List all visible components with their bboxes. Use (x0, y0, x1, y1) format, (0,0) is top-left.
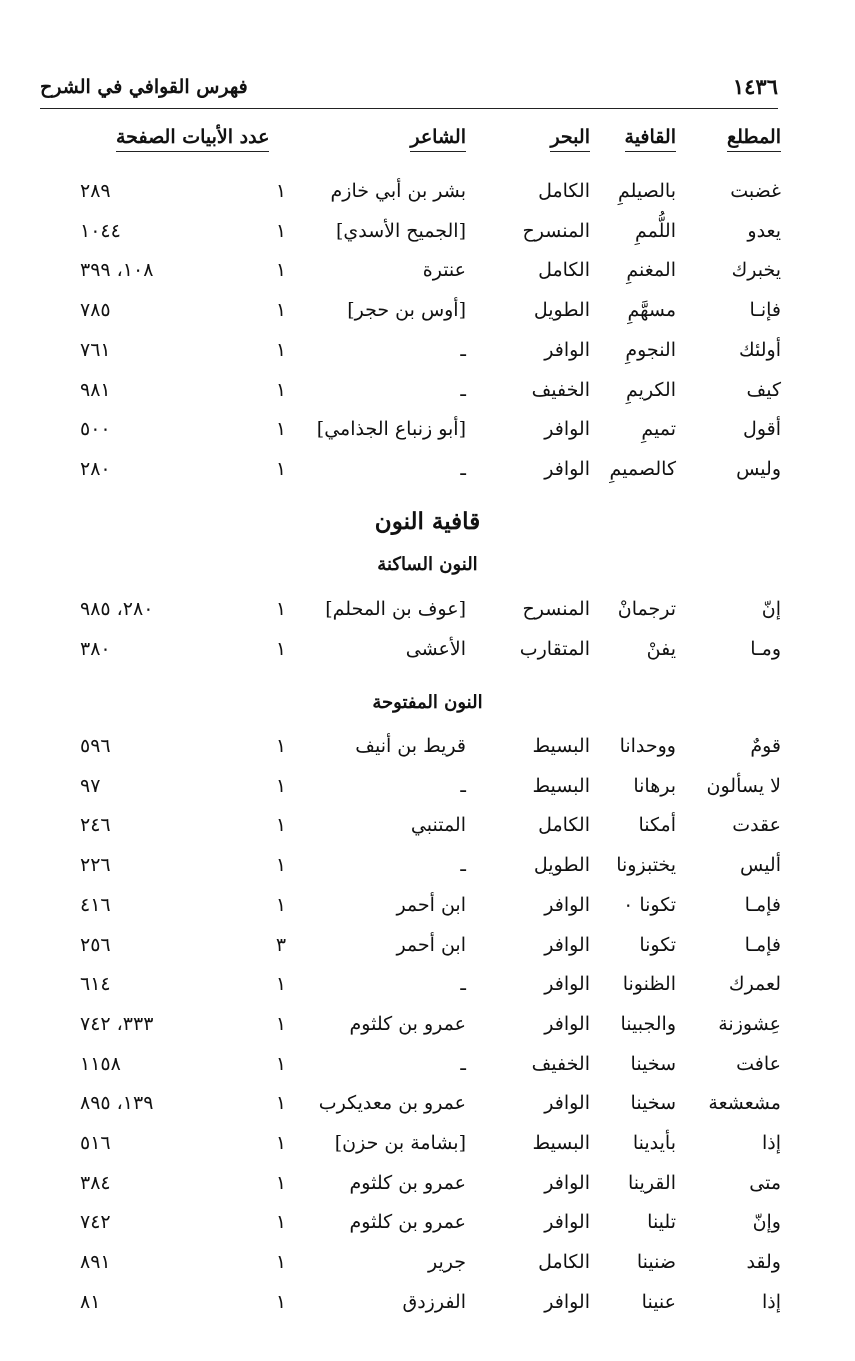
bahr-cell: البسيط (532, 774, 590, 797)
page-refs-cell: ١٣٩، ٨٩٥ (80, 1092, 154, 1115)
matla-cell: متى (749, 1171, 781, 1194)
verse-count-cell: ١ (275, 1092, 287, 1115)
column-header-count-pages: عدد الأبيات الصفحة (116, 124, 269, 152)
table-row (0, 929, 855, 961)
qafia-cell: أمكنا (638, 814, 676, 837)
qafia-cell: تلينا (647, 1211, 676, 1234)
poet-cell: ـ (460, 774, 466, 797)
column-header-bahr: البحر (550, 124, 590, 152)
bahr-cell: الوافر (544, 893, 590, 916)
table-row (0, 889, 855, 921)
verse-count-cell: ١ (275, 418, 287, 441)
bahr-cell: الطويل (533, 854, 590, 877)
verse-count-cell: ١ (275, 259, 287, 282)
verse-count-cell: ١ (275, 457, 287, 480)
verse-count-cell: ١ (275, 180, 287, 202)
verse-count-cell: ١ (275, 1211, 287, 1234)
qafia-cell: تكونا (639, 933, 676, 956)
poet-cell: عمرو بن كلثوم (349, 1171, 466, 1194)
verse-count-cell: ١ (275, 1012, 287, 1035)
table-row (0, 1246, 855, 1278)
table-row (0, 730, 855, 762)
page-refs-cell: ٨١ (80, 1290, 101, 1313)
verse-count-cell: ١ (275, 637, 287, 660)
matla-cell: عقدت (732, 814, 781, 837)
matla-cell: لا يسألون (706, 774, 781, 797)
page-refs-cell: ٧٦١ (80, 338, 111, 361)
bahr-cell: الخفيف (531, 378, 590, 401)
poet-cell: الفرزدق (402, 1290, 466, 1313)
table-row (0, 1087, 855, 1119)
poet-cell: [بشامة بن حزن] (334, 1132, 466, 1154)
qafia-cell: اللُّممِ (635, 219, 676, 242)
bahr-cell: البسيط (532, 1132, 590, 1154)
matla-cell: أقول (743, 418, 781, 441)
table-row (0, 215, 855, 247)
qafia-cell: القرينا (628, 1171, 676, 1194)
page-refs-cell: ٩٧ (80, 774, 101, 797)
verse-count-cell: ١ (275, 1052, 287, 1075)
table-row (0, 968, 855, 1000)
qafia-cell: بالصيلمِ (617, 180, 676, 202)
poet-cell: ـ (460, 457, 466, 480)
matla-cell: لعمرك (728, 973, 781, 996)
table-row (0, 1286, 855, 1318)
page-refs-cell: ٧٨٥ (80, 299, 111, 322)
poet-cell: ـ (460, 1052, 466, 1075)
page-refs-cell: ٥٠٠ (80, 418, 111, 441)
verse-count-cell: ١ (275, 219, 287, 242)
column-header-matla: المطلع (727, 124, 781, 152)
table-row (0, 1048, 855, 1080)
qafia-cell: برهانا (633, 774, 676, 797)
qafia-cell: يفنْ (646, 637, 676, 660)
maftuha-title: النون المفتوحة (372, 692, 483, 713)
matla-cell: إذا (761, 1290, 781, 1313)
table-row (0, 809, 855, 841)
matla-cell: يعدو (747, 219, 781, 242)
matla-cell: مشعشعة (708, 1092, 781, 1115)
qafia-cell: ترجمانْ (617, 598, 676, 620)
matla-cell: فإمـا (744, 933, 781, 956)
bahr-cell: الوافر (544, 457, 590, 480)
bahr-cell: المنسرح (522, 598, 590, 620)
bahr-cell: المتقارب (519, 637, 590, 660)
verse-count-cell: ١ (275, 854, 287, 877)
poet-cell: ابن أحمر (396, 933, 466, 956)
page-refs-cell: ٣٨٤ (80, 1171, 111, 1194)
qafia-cell: عنينا (641, 1290, 676, 1313)
bahr-cell: الوافر (544, 1012, 590, 1035)
qafia-cell: المغنمِ (626, 259, 676, 282)
table-row (0, 254, 855, 286)
qafia-cell: تكونا ٠ (623, 893, 676, 916)
verse-count-cell: ١ (275, 378, 287, 401)
matla-cell: كيف (746, 378, 781, 401)
qafia-cell: سخينا (630, 1092, 676, 1115)
bahr-cell: الوافر (544, 338, 590, 361)
table-row (0, 175, 855, 207)
poet-cell: [أوس بن حجر] (347, 299, 466, 322)
matla-cell: أليس (739, 854, 781, 877)
qafia-cell: الظنونا (622, 973, 676, 996)
page-header (40, 74, 778, 109)
verse-count-cell: ١ (275, 814, 287, 837)
section-title: قافية النون (374, 508, 481, 535)
page-refs-cell: ٦١٤ (80, 973, 111, 996)
bahr-cell: الوافر (544, 1290, 590, 1313)
table-row (0, 374, 855, 406)
poet-cell: بشر بن أبي خازم (330, 180, 466, 202)
page-refs-cell: ٣٨٠ (80, 637, 111, 660)
table-row (0, 294, 855, 326)
verse-count-cell: ١ (275, 1132, 287, 1154)
table-row (0, 1206, 855, 1238)
matla-cell: غضبت (730, 180, 781, 202)
verse-count-cell: ١ (275, 774, 287, 797)
page-refs-cell: ١١٥٨ (80, 1052, 121, 1075)
bahr-cell: الوافر (544, 933, 590, 956)
verse-count-cell: ١ (275, 735, 287, 757)
qafia-cell: الكريمِ (626, 378, 676, 401)
poet-cell: [عوف بن المحلم] (325, 598, 466, 620)
qafia-cell: والجبينا (620, 1012, 676, 1035)
bahr-cell: البسيط (532, 735, 590, 757)
bahr-cell: المنسرح (522, 219, 590, 242)
poet-cell: ـ (460, 378, 466, 401)
matla-cell: ومـا (750, 637, 781, 660)
bahr-cell: الوافر (544, 973, 590, 996)
verse-count-cell: ١ (275, 299, 287, 322)
page-refs-cell: ٢٨٠، ٩٨٥ (80, 598, 154, 620)
matla-cell: إذا (761, 1132, 781, 1154)
page-refs-cell: ٢٨٠ (80, 457, 111, 480)
bahr-cell: الطويل (533, 299, 590, 322)
matla-cell: فإنـا (749, 299, 781, 322)
matla-cell: فإمـا (744, 893, 781, 916)
qafia-cell: ووحدانا (619, 735, 676, 757)
table-row (0, 334, 855, 366)
page-refs-cell: ١٠٨، ٣٩٩ (80, 259, 154, 282)
qafia-cell: النجومِ (625, 338, 676, 361)
matla-cell: وليس (736, 457, 781, 480)
page-refs-cell: ٢٨٩ (80, 180, 111, 202)
poet-cell: عنترة (422, 259, 466, 282)
table-row (0, 633, 855, 665)
bahr-cell: الكامل (538, 259, 590, 282)
page-refs-cell: ٥١٦ (80, 1132, 111, 1154)
poet-cell: قريط بن أنيف (355, 735, 466, 757)
poet-cell: ـ (460, 973, 466, 996)
poet-cell: المتنبي (410, 814, 466, 837)
matla-cell: أولئك (739, 338, 781, 361)
poet-cell: عمرو بن كلثوم (349, 1211, 466, 1234)
matla-cell: وإنّ (752, 1211, 781, 1234)
table-row (0, 849, 855, 881)
column-header-shaer: الشاعر (410, 124, 466, 152)
bahr-cell: الكامل (538, 814, 590, 837)
verse-count-cell: ١ (275, 598, 287, 620)
table-row (0, 1167, 855, 1199)
poet-cell: ابن أحمر (396, 893, 466, 916)
page-refs-cell: ٣٣٣، ٧٤٢ (80, 1012, 154, 1035)
verse-count-cell: ١ (275, 973, 287, 996)
bahr-cell: الكامل (538, 1251, 590, 1274)
sakina-title: النون الساكنة (377, 554, 478, 575)
poet-cell: جرير (428, 1251, 466, 1274)
poet-cell: ـ (460, 338, 466, 361)
page-refs-cell: ٢٤٦ (80, 814, 111, 837)
qafia-cell: بأيدينا (632, 1132, 676, 1154)
verse-count-cell: ٣ (275, 933, 287, 956)
bahr-cell: الوافر (544, 1092, 590, 1115)
matla-cell: عافت (736, 1052, 781, 1075)
bahr-cell: الوافر (544, 418, 590, 441)
page-refs-cell: ٢٥٦ (80, 933, 111, 956)
matla-cell: إنّ (761, 598, 781, 620)
bahr-cell: الكامل (538, 180, 590, 202)
matla-cell: عِشوزنة (718, 1012, 781, 1035)
verse-count-cell: ١ (275, 1171, 287, 1194)
page-refs-cell: ٥٩٦ (80, 735, 111, 757)
verse-count-cell: ١ (275, 893, 287, 916)
poet-cell: عمرو بن معديكرب (318, 1092, 466, 1115)
verse-count-cell: ١ (275, 338, 287, 361)
bahr-cell: الخفيف (531, 1052, 590, 1075)
column-headers (0, 124, 855, 156)
table-row (0, 1008, 855, 1040)
matla-cell: ولقد (746, 1251, 781, 1274)
qafia-cell: ضنينا (636, 1251, 676, 1274)
matla-cell: يخبرك (731, 259, 781, 282)
page-refs-cell: ٢٢٦ (80, 854, 111, 877)
page-refs-cell: ٨٩١ (80, 1251, 111, 1274)
qafia-cell: مسهَّمِ (627, 299, 676, 322)
qafia-cell: كالصميمِ (609, 457, 676, 480)
poet-cell: [الجميح الأسدي] (335, 219, 466, 242)
table-row (0, 1127, 855, 1159)
qafia-cell: تميمِ (641, 418, 676, 441)
page-refs-cell: ٤١٦ (80, 893, 111, 916)
page-refs-cell: ٧٤٢ (80, 1211, 111, 1234)
page-refs-cell: ٩٨١ (80, 378, 111, 401)
running-title: فهرس القوافي في الشرح (40, 76, 248, 98)
qafia-cell: سخينا (630, 1052, 676, 1075)
page-number: ١٤٣٦ (732, 74, 778, 99)
matla-cell: قومٌ (750, 735, 781, 757)
verse-count-cell: ١ (275, 1251, 287, 1274)
poet-cell: [أبو زنباع الجذامي] (316, 418, 466, 441)
qafia-cell: يختبزونا (616, 854, 676, 877)
table-row (0, 770, 855, 802)
table-row (0, 413, 855, 445)
page-refs-cell: ١٠٤٤ (80, 219, 121, 242)
poet-cell: عمرو بن كلثوم (349, 1012, 466, 1035)
bahr-cell: الوافر (544, 1171, 590, 1194)
table-row (0, 593, 855, 625)
poet-cell: ـ (460, 854, 466, 877)
table-row (0, 453, 855, 485)
poet-cell: الأعشى (405, 637, 466, 660)
verse-count-cell: ١ (275, 1290, 287, 1313)
column-header-qafia: القافية (625, 124, 676, 152)
bahr-cell: الوافر (544, 1211, 590, 1234)
